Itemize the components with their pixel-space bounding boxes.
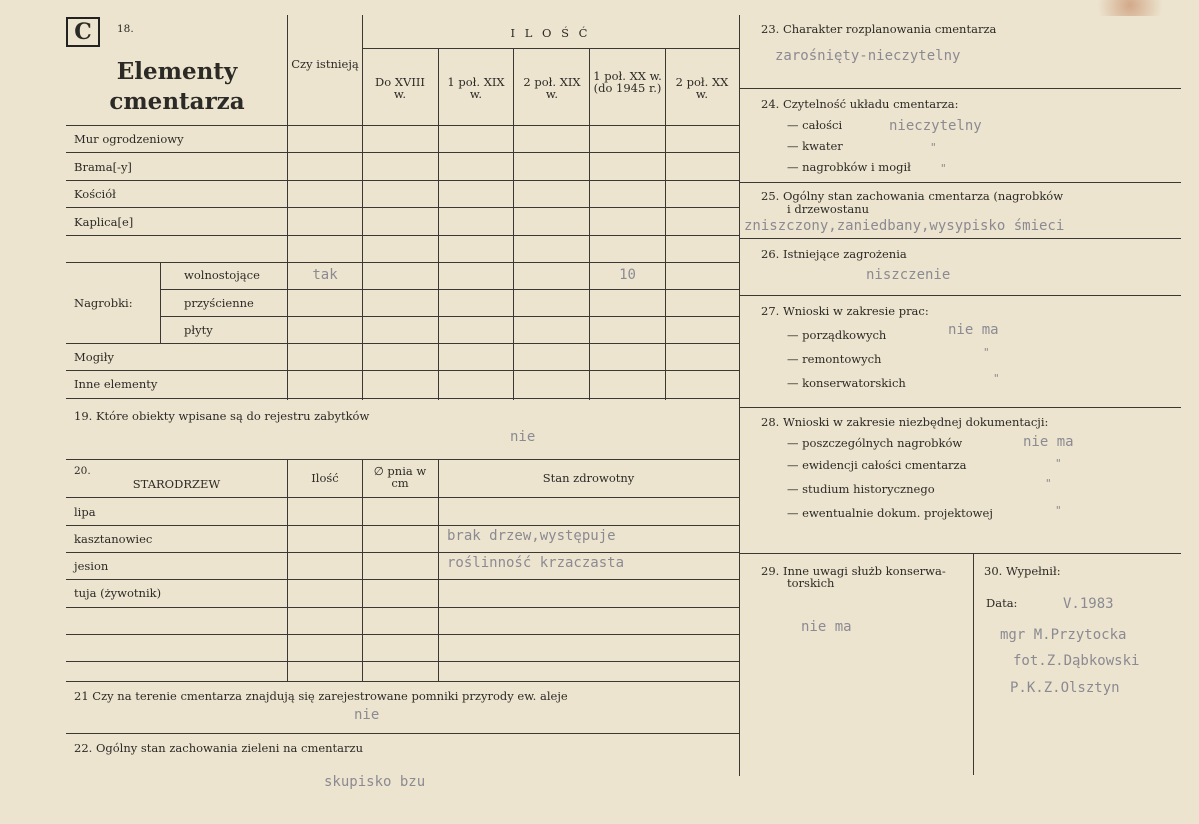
- q28-ditto: ": [1055, 504, 1062, 517]
- q24-ditto: ": [930, 141, 937, 154]
- period-header: 1 poł. XIX w.: [447, 75, 505, 101]
- card-letter: C: [74, 19, 92, 45]
- q30-photographer: fot.Z.Dąbkowski: [1013, 653, 1140, 669]
- q23-label: 23. Charakter rozplanowania cmentarza: [761, 22, 997, 36]
- q27-item: — porządkowych: [787, 328, 887, 342]
- q27-item: — konserwatorskich: [787, 376, 906, 390]
- q22-answer: skupisko bzu: [324, 774, 426, 790]
- q24-item: — całości: [787, 118, 843, 132]
- trees-health-line-1: brak drzew,występuje: [447, 528, 616, 544]
- q25-label: 25. Ogólny stan zachowania cmentarza (nagrobków: [761, 189, 1064, 203]
- q27-item: — remontowych: [787, 352, 882, 366]
- q30-filled-by: mgr M.Przytocka: [1000, 627, 1127, 643]
- q29-answer: nie ma: [801, 619, 852, 635]
- title-line-1: Elementy: [116, 58, 238, 85]
- q24-item: — nagrobków i mogił: [787, 160, 911, 174]
- q24-answer: nieczytelny: [889, 118, 982, 134]
- row-label-gate: Brama[-y]: [74, 160, 132, 174]
- q29-label: 29. Inne uwagi służb konserwa-: [761, 564, 946, 578]
- paper-stain: [1085, 0, 1175, 16]
- q28-item: — studium historycznego: [787, 482, 935, 496]
- q27-ditto: ": [983, 346, 990, 359]
- col-quantity-header: I L O Ś Ć: [510, 26, 591, 40]
- q19-answer: nie: [510, 429, 536, 445]
- row-label-tombstones: Nagrobki:: [74, 296, 133, 310]
- q27-ditto: ": [993, 372, 1000, 385]
- period-header: Do XVIII w.: [375, 75, 425, 101]
- row-label-wall: Mur ogrodzeniowy: [74, 132, 184, 146]
- elements-title: [92, 57, 262, 117]
- row-label-freestanding: wolnostojące: [184, 268, 260, 282]
- period-header: 2 poł. XX w.: [675, 75, 729, 101]
- card-type-box: [66, 17, 100, 47]
- tree-row-chestnut: kasztanowiec: [74, 532, 153, 546]
- title-line-2: cmentarza: [109, 88, 245, 115]
- period-header: 1 poł. XX w. (do 1945 r.): [593, 69, 662, 95]
- q29-label-cont: torskich: [787, 576, 835, 590]
- q28-ditto: ": [1045, 477, 1052, 490]
- tree-row-thuja: tuja (żywotnik): [74, 586, 162, 600]
- trees-header: STARODRZEW: [132, 477, 221, 491]
- trees-health-header: Stan zdrowotny: [542, 471, 635, 485]
- q25-answer: zniszczony,zaniedbany,wysypisko śmieci: [744, 218, 1065, 234]
- q21-answer: nie: [354, 707, 380, 723]
- q30-institution: P.K.Z.Olsztyn: [1010, 680, 1120, 696]
- trees-qty-header: Ilość: [311, 471, 339, 485]
- q27-label: 27. Wnioski w zakresie prac:: [761, 304, 929, 318]
- q30-date: V.1983: [1063, 596, 1114, 612]
- row-label-chapel: Kaplica[e]: [74, 215, 134, 229]
- freestanding-exists-value: tak: [312, 267, 338, 283]
- q21-label: 21 Czy na terenie cmentarza znajdują się zarejestrowane pomniki przyrody ew. aleje: [74, 689, 568, 703]
- q30-label: 30. Wypełnił:: [984, 564, 1061, 578]
- q24-item: — kwater: [787, 139, 843, 153]
- q28-answer: nie ma: [1023, 434, 1074, 450]
- trees-number: 20.: [74, 465, 91, 477]
- q19-label: 19. Które obiekty wpisane są do rejestru zabytków: [74, 409, 370, 423]
- section-number: 18.: [117, 23, 134, 35]
- q24-ditto: ": [940, 162, 947, 175]
- col-exists-header: Czy istnieją: [291, 57, 359, 71]
- q30-date-label: Data:: [986, 596, 1018, 610]
- q26-answer: niszczenie: [866, 267, 951, 283]
- tree-row-ash: jesion: [74, 559, 109, 573]
- q22-label: 22. Ogólny stan zachowania zieleni na cmentarzu: [74, 741, 363, 755]
- row-label-graves: Mogiły: [74, 350, 114, 364]
- row-label-wall-mounted: przyścienne: [184, 296, 254, 310]
- q23-answer: zarośnięty-nieczytelny: [775, 48, 961, 64]
- q28-label: 28. Wnioski w zakresie niezbędnej dokumentacji:: [761, 415, 1049, 429]
- trees-health-line-2: roślinność krzaczasta: [447, 555, 625, 571]
- q26-label: 26. Istniejące zagrożenia: [761, 247, 907, 261]
- freestanding-count-value: 10: [619, 267, 636, 283]
- period-header: 2 poł. XIX w.: [523, 75, 581, 101]
- tree-row-lime: lipa: [74, 505, 96, 519]
- q28-item: — ewidencji całości cmentarza: [787, 458, 967, 472]
- q28-item: — poszczególnych nagrobków: [787, 436, 963, 450]
- q28-ditto: ": [1055, 457, 1062, 470]
- row-label-church: Kościół: [74, 187, 116, 201]
- trees-trunk-header: ∅ pnia w cm: [373, 464, 427, 490]
- row-label-other: Inne elementy: [74, 377, 158, 391]
- q27-answer: nie ma: [948, 322, 999, 338]
- q25-label-cont: i drzewostanu: [787, 202, 870, 216]
- row-label-slabs: płyty: [184, 323, 213, 337]
- q24-label: 24. Czytelność układu cmentarza:: [761, 97, 959, 111]
- q28-item: — ewentualnie dokum. projektowej: [787, 506, 993, 520]
